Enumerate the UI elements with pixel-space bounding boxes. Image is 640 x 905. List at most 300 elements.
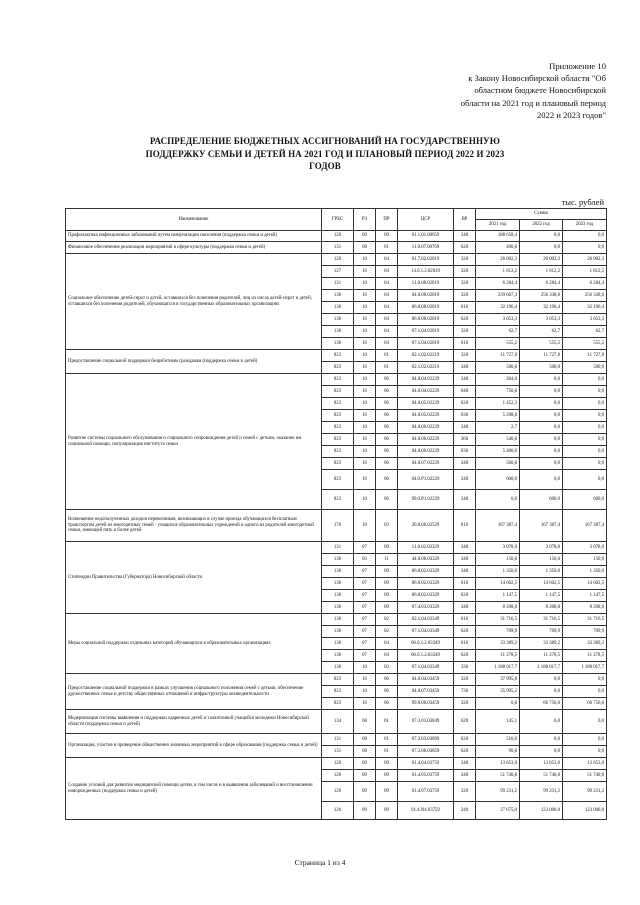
cell-csr: 06.0.02.03329 xyxy=(398,590,454,602)
cell-y2021: 560,0 xyxy=(476,458,520,470)
cell-rz: 10 xyxy=(354,398,376,410)
cell-rz: 10 xyxy=(354,434,376,446)
appendix-line: к Закону Новосибирской области "Об xyxy=(468,73,606,84)
cell-y2023: 1 350,0 xyxy=(563,566,607,578)
header-csr: ЦСР xyxy=(398,209,454,231)
cell-vr: 340 xyxy=(454,566,476,578)
cell-grbs: 023 xyxy=(322,422,354,434)
cell-grbs: 023 xyxy=(322,350,354,362)
cell-csr: 11.0.02.03329 xyxy=(398,542,454,554)
cell-pr: 06 xyxy=(376,410,398,422)
row-name-cell: Меры социальной поддержки отдельных категорий обучающихся в образовательных организациях xyxy=(66,614,322,674)
row-name-cell: Развитие системы социального обслуживания и социального сопровождения детей и семей с детьми, оказание им социальной помощи, популяризация института семьи xyxy=(66,374,322,510)
cell-grbs: 131 xyxy=(322,734,354,746)
cell-vr: 360 xyxy=(454,434,476,446)
cell-vr: 320 xyxy=(454,266,476,278)
cell-grbs: 136 xyxy=(322,326,354,338)
cell-pr: 06 xyxy=(376,686,398,698)
cell-y2021: 26 002,3 xyxy=(476,254,520,266)
appendix-line: области на 2021 год и плановый период xyxy=(460,97,606,108)
header-rz: РЗ xyxy=(354,209,376,231)
cell-grbs: 126 xyxy=(322,770,354,782)
cell-y2021: 5 400,0 xyxy=(476,446,520,458)
cell-vr: 320 xyxy=(454,674,476,686)
cell-vr: 620 xyxy=(454,650,476,662)
cell-csr: 07.1.04.02019 xyxy=(398,326,454,338)
cell-pr: 06 xyxy=(376,386,398,398)
cell-y2023: 0,0 xyxy=(563,686,607,698)
cell-y2023: 13 853,0 xyxy=(563,758,607,770)
cell-pr: 04 xyxy=(376,326,398,338)
cell-pr: 04 xyxy=(376,266,398,278)
cell-grbs: 023 xyxy=(322,374,354,386)
cell-csr: 06.0.1.2.03349 xyxy=(398,650,454,662)
cell-pr: 01 xyxy=(376,710,398,734)
appendix-line: 2022 и 2023 годов" xyxy=(536,109,606,120)
cell-y2021: 3 053,3 xyxy=(476,314,520,326)
cell-y2021: 51 740,8 xyxy=(476,770,520,782)
cell-rz: 10 xyxy=(354,446,376,458)
cell-csr: 04.0.06.02229 xyxy=(398,434,454,446)
cell-vr: 620 xyxy=(454,242,476,254)
cell-pr: 02 xyxy=(376,614,398,626)
cell-rz: 10 xyxy=(354,662,376,674)
cell-pr: 06 xyxy=(376,470,398,490)
cell-pr: 01 xyxy=(376,362,398,374)
cell-pr: 09 xyxy=(376,231,398,242)
cell-grbs: 136 xyxy=(322,650,354,662)
cell-y2023: 32 196,4 xyxy=(563,302,607,314)
row-name-cell: Финансовое обеспечение реализации мероприятий в сфере культуры (поддержка семьи и детей) xyxy=(66,242,322,254)
cell-y2022: 150,0 xyxy=(520,554,563,566)
cell-y2023: 51 740,8 xyxy=(563,770,607,782)
cell-vr: 620 xyxy=(454,710,476,734)
cell-csr: 01.4.N4.03759 xyxy=(398,802,454,820)
cell-rz: 10 xyxy=(354,314,376,326)
cell-y2022: 0,0 xyxy=(520,434,563,446)
cell-y2022: 99 231,2 xyxy=(520,782,563,802)
cell-vr: 620 xyxy=(454,746,476,758)
cell-vr: 340 xyxy=(454,542,476,554)
cell-y2023: 167 387,4 xyxy=(563,510,607,542)
cell-y2021: 62,7 xyxy=(476,326,520,338)
cell-rz: 10 xyxy=(354,326,376,338)
cell-y2022: 0,0 xyxy=(520,674,563,686)
table-row xyxy=(66,242,607,254)
cell-pr: 01 xyxy=(376,734,398,746)
header-sum: Сумма xyxy=(476,209,607,220)
cell-pr: 04 xyxy=(376,290,398,302)
row-name-cell: Стипендии Правительства (Губернатора) Новосибирской области xyxy=(66,542,322,614)
cell-pr: 06 xyxy=(376,434,398,446)
cell-y2022: 1 812,2 xyxy=(520,266,563,278)
table-body xyxy=(66,231,607,820)
cell-csr: 04.0.04.03459 xyxy=(398,674,454,686)
cell-y2021: 32 196,4 xyxy=(476,302,520,314)
cell-rz: 10 xyxy=(354,470,376,490)
table-row xyxy=(66,254,607,266)
cell-y2023: 0,0 xyxy=(563,374,607,386)
cell-pr: 06 xyxy=(376,674,398,686)
cell-y2022: 555,2 xyxy=(520,338,563,350)
cell-y2021: 99 231,2 xyxy=(476,782,520,802)
cell-rz: 07 xyxy=(354,614,376,626)
row-name-cell: Организация, участие в проведение общественно значимых мероприятий в сфере образования (поддержка семьи и детей) xyxy=(66,734,322,758)
cell-y2023: 0,0 xyxy=(563,470,607,490)
cell-y2023: 0,0 xyxy=(563,710,607,734)
cell-y2023: 11 727,8 xyxy=(563,350,607,362)
cell-y2021: 8 208,0 xyxy=(476,602,520,614)
cell-y2022: 0,0 xyxy=(520,470,563,490)
cell-y2022: 0,0 xyxy=(520,231,563,242)
cell-y2022: 256 338,6 xyxy=(520,290,563,302)
cell-grbs: 136 xyxy=(322,638,354,650)
cell-grbs: 136 xyxy=(322,314,354,326)
cell-y2023: 3 053,3 xyxy=(563,314,607,326)
cell-y2022: 3 053,3 xyxy=(520,314,563,326)
cell-csr: 06.0.08.02019 xyxy=(398,302,454,314)
title-line: РАСПРЕДЕЛЕНИЕ БЮДЖЕТНЫХ АССИГНОВАНИЙ НА ГОСУДАРСТВЕННУЮ xyxy=(150,136,500,146)
cell-rz: 07 xyxy=(354,542,376,554)
header-pr: ПР xyxy=(376,209,398,231)
cell-y2022: 62,7 xyxy=(520,326,563,338)
cell-y2022: 13 853,0 xyxy=(520,758,563,770)
cell-pr: 02 xyxy=(376,626,398,638)
cell-y2021: 167 387,4 xyxy=(476,510,520,542)
cell-y2023: 3 078,0 xyxy=(563,542,607,554)
cell-grbs: 023 xyxy=(322,410,354,422)
table-row xyxy=(66,510,607,542)
cell-rz: 10 xyxy=(354,254,376,266)
cell-y2023: 99 231,2 xyxy=(563,782,607,802)
cell-grbs: 131 xyxy=(322,746,354,758)
cell-csr: 20.0.06.02529 xyxy=(398,510,454,542)
cell-grbs: 131 xyxy=(322,542,354,554)
cell-grbs: 126 xyxy=(322,758,354,770)
cell-pr: 06 xyxy=(376,458,398,470)
cell-y2022: 0,0 xyxy=(520,458,563,470)
cell-pr: 04 xyxy=(376,314,398,326)
cell-csr: 11.0.08.02019 xyxy=(398,278,454,290)
cell-rz: 07 xyxy=(354,638,376,650)
cell-vr: 240 xyxy=(454,490,476,510)
cell-pr: 09 xyxy=(376,770,398,782)
cell-vr: 340 xyxy=(454,602,476,614)
cell-rz: 09 xyxy=(354,782,376,802)
cell-csr: 01.7.02.02019 xyxy=(398,254,454,266)
cell-grbs: 023 xyxy=(322,698,354,710)
cell-rz: 10 xyxy=(354,490,376,510)
cell-csr: 06.0.08.02019 xyxy=(398,314,454,326)
row-name-cell: Предоставление социальной поддержки в рамках улучшения социального положения семей с детьми, обеспечение дружественных семье и детству общественных отношений и инфраструктуры жизнедеятельности xyxy=(66,674,322,710)
cell-pr: 09 xyxy=(376,566,398,578)
cell-grbs: 023 xyxy=(322,386,354,398)
cell-y2023: 0,0 xyxy=(563,458,607,470)
cell-grbs: 136 xyxy=(322,602,354,614)
cell-y2023: 0,0 xyxy=(563,242,607,254)
cell-csr: 07.4.03.03329 xyxy=(398,602,454,614)
cell-csr: 99.0.00.03459 xyxy=(398,698,454,710)
units-label: тыс. рублей xyxy=(561,197,604,207)
table-row xyxy=(66,542,607,554)
cell-csr: 14.0.1.2.02019 xyxy=(398,266,454,278)
cell-y2023: 0,0 xyxy=(563,410,607,422)
cell-rz: 10 xyxy=(354,374,376,386)
cell-pr: 03 xyxy=(376,662,398,674)
cell-grbs: 136 xyxy=(322,590,354,602)
appendix-header xyxy=(396,60,606,121)
cell-y2021: 540,0 xyxy=(476,434,520,446)
cell-csr: 04.0.05.02229 xyxy=(398,410,454,422)
cell-y2022: 0,0 xyxy=(520,710,563,734)
cell-rz: 07 xyxy=(354,602,376,614)
cell-vr: 320 xyxy=(454,698,476,710)
cell-grbs: 136 xyxy=(322,302,354,314)
cell-y2022: 26 002,3 xyxy=(520,254,563,266)
cell-csr: 04.0.08.02019 xyxy=(398,290,454,302)
cell-vr: 240 xyxy=(454,458,476,470)
cell-csr: 01.1.01.00059 xyxy=(398,231,454,242)
cell-csr: 04.0.P1.02229 xyxy=(398,470,454,490)
cell-csr: 06.0.02.03329 xyxy=(398,578,454,590)
cell-y2023: 26 002,3 xyxy=(563,254,607,266)
cell-csr: 11.0.07.00769 xyxy=(398,242,454,254)
cell-y2021: 27 675,0 xyxy=(476,802,520,820)
cell-rz: 10 xyxy=(354,362,376,374)
cell-vr: 620 xyxy=(454,314,476,326)
cell-rz: 10 xyxy=(354,290,376,302)
cell-rz: 10 xyxy=(354,302,376,314)
cell-csr: 07.1.04.03349 xyxy=(398,662,454,674)
cell-vr: 240 xyxy=(454,231,476,242)
cell-vr: 610 xyxy=(454,302,476,314)
cell-csr: 02.1.02.02219 xyxy=(398,350,454,362)
cell-csr: 06.0.1.2.03349 xyxy=(398,638,454,650)
cell-rz: 10 xyxy=(354,410,376,422)
cell-grbs: 126 xyxy=(322,782,354,802)
cell-pr: 09 xyxy=(376,542,398,554)
cell-pr: 06 xyxy=(376,374,398,386)
cell-y2022: 0,0 xyxy=(520,398,563,410)
cell-y2021: 1 147,5 xyxy=(476,590,520,602)
cell-csr: 01.4.05.03759 xyxy=(398,770,454,782)
cell-grbs: 136 xyxy=(322,554,354,566)
cell-y2023: 66 756,0 xyxy=(563,698,607,710)
cell-y2021: 709,9 xyxy=(476,626,520,638)
cell-pr: 01 xyxy=(376,242,398,254)
cell-pr: 04 xyxy=(376,650,398,662)
cell-grbs: 134 xyxy=(322,710,354,734)
cell-grbs: 136 xyxy=(322,566,354,578)
cell-vr: 630 xyxy=(454,410,476,422)
cell-y2021: 2,7 xyxy=(476,422,520,434)
document-title xyxy=(120,135,530,173)
cell-y2023: 500,0 xyxy=(563,362,607,374)
cell-y2021: 239 667,3 xyxy=(476,290,520,302)
cell-pr: 11 xyxy=(376,554,398,566)
cell-y2022: 11 727,8 xyxy=(520,350,563,362)
cell-csr: 99.0.P1.02229 xyxy=(398,490,454,510)
cell-y2022: 0,0 xyxy=(520,410,563,422)
cell-grbs: 136 xyxy=(322,626,354,638)
cell-rz: 10 xyxy=(354,510,376,542)
cell-y2022: 0,0 xyxy=(520,746,563,758)
cell-rz: 10 xyxy=(354,674,376,686)
cell-y2022: 0,0 xyxy=(520,386,563,398)
cell-y2021: 0,0 xyxy=(476,490,520,510)
cell-vr: 320 xyxy=(454,290,476,302)
cell-pr: 06 xyxy=(376,490,398,510)
header-vr: ВР xyxy=(454,209,476,231)
cell-csr: 02.1.04.03349 xyxy=(398,614,454,626)
cell-csr: 01.4.04.03759 xyxy=(398,758,454,770)
cell-y2021: 1 812,2 xyxy=(476,266,520,278)
cell-pr: 06 xyxy=(376,422,398,434)
cell-csr: 04.0.06.02229 xyxy=(398,422,454,434)
cell-vr: 810 xyxy=(454,510,476,542)
cell-vr: 610 xyxy=(454,338,476,350)
cell-y2023: 1 812,2 xyxy=(563,266,607,278)
cell-vr: 240 xyxy=(454,802,476,820)
cell-y2023: 123 000,0 xyxy=(563,802,607,820)
cell-grbs: 131 xyxy=(322,242,354,254)
cell-csr: 07.3.03.03849 xyxy=(398,710,454,734)
cell-y2023: 709,9 xyxy=(563,626,607,638)
cell-grbs: 176 xyxy=(322,510,354,542)
cell-rz: 10 xyxy=(354,350,376,362)
cell-y2022: 8 208,0 xyxy=(520,602,563,614)
cell-rz: 09 xyxy=(354,802,376,820)
title-line: ГОДОВ xyxy=(309,161,341,171)
cell-csr: 44.0.06.03329 xyxy=(398,554,454,566)
cell-csr: 04.0.04.02229 xyxy=(398,374,454,386)
cell-rz: 10 xyxy=(354,266,376,278)
cell-grbs: 131 xyxy=(322,278,354,290)
cell-pr: 06 xyxy=(376,446,398,458)
cell-rz: 09 xyxy=(354,770,376,782)
cell-y2023: 8 208,0 xyxy=(563,602,607,614)
cell-y2023: 11 278,5 xyxy=(563,650,607,662)
cell-y2021: 33 389,2 xyxy=(476,638,520,650)
cell-grbs: 023 xyxy=(322,674,354,686)
cell-vr: 610 xyxy=(454,614,476,626)
cell-vr: 610 xyxy=(454,578,476,590)
cell-y2023: 256 338,6 xyxy=(563,290,607,302)
cell-csr: 07.3.06.03859 xyxy=(398,746,454,758)
appendix-line: областном бюджете Новосибирской xyxy=(474,85,606,96)
cell-vr: 620 xyxy=(454,590,476,602)
cell-grbs: 023 xyxy=(322,398,354,410)
cell-pr: 04 xyxy=(376,638,398,650)
cell-pr: 09 xyxy=(376,590,398,602)
cell-y2022: 66 756,0 xyxy=(520,698,563,710)
row-name-cell: Модернизация системы выявления и поддержки одаренных детей и талантливой учащейся молодежи Новосибирской области (поддержка семьи и детей) xyxy=(66,710,322,734)
cell-rz: 10 xyxy=(354,422,376,434)
cell-vr: 240 xyxy=(454,770,476,782)
cell-csr: 07.1.04.03349 xyxy=(398,626,454,638)
cell-y2021: 1 350,0 xyxy=(476,566,520,578)
cell-rz: 09 xyxy=(354,758,376,770)
cell-y2022: 0,0 xyxy=(520,422,563,434)
cell-csr: 06.0.02.03329 xyxy=(398,566,454,578)
cell-csr: 07.3.03.03899 xyxy=(398,734,454,746)
row-name-cell: Возмещение недополученных доходов перевозчиков, возникающих в случае проезда обучающихся бесплатным транспортом детей из многодетных семей - учащихся образовательных учреждений и одного из родителей многодетной семьи, имеющей пять и более детей xyxy=(66,510,322,542)
cell-pr: 06 xyxy=(376,398,398,410)
cell-y2021: 510,0 xyxy=(476,734,520,746)
cell-y2021: 304,0 xyxy=(476,374,520,386)
cell-y2022: 0,0 xyxy=(520,242,563,254)
cell-grbs: 023 xyxy=(322,446,354,458)
cell-grbs: 023 xyxy=(322,490,354,510)
cell-grbs: 127 xyxy=(322,266,354,278)
header-grbs: ГРБС xyxy=(322,209,354,231)
table-row xyxy=(66,710,607,734)
cell-pr: 09 xyxy=(376,782,398,802)
cell-y2022: 33 389,2 xyxy=(520,638,563,650)
cell-grbs: 126 xyxy=(322,802,354,820)
appendix-line: Приложение 10 xyxy=(549,61,606,71)
page-footer: Страница 1 из 4 xyxy=(294,858,346,867)
cell-grbs: 136 xyxy=(322,614,354,626)
cell-pr: 04 xyxy=(376,338,398,350)
cell-y2022: 14 602,5 xyxy=(520,578,563,590)
cell-y2023: 0,0 xyxy=(563,231,607,242)
cell-grbs: 136 xyxy=(322,578,354,590)
cell-y2023: 6 284,4 xyxy=(563,278,607,290)
cell-y2021: 400,0 xyxy=(476,242,520,254)
table-row xyxy=(66,674,607,686)
cell-rz: 10 xyxy=(354,686,376,698)
cell-y2022: 123 000,0 xyxy=(520,802,563,820)
cell-pr: 06 xyxy=(376,698,398,710)
cell-y2021: 90,0 xyxy=(476,746,520,758)
row-name-cell: Предоставление социальной поддержки безработным гражданам (поддержка семьи и детей) xyxy=(66,350,322,374)
cell-y2022: 1 188 017,7 xyxy=(520,662,563,674)
cell-y2022: 0,0 xyxy=(520,686,563,698)
cell-grbs: 023 xyxy=(322,470,354,490)
cell-grbs: 126 xyxy=(322,254,354,266)
cell-y2022: 709,9 xyxy=(520,626,563,638)
cell-rz: 08 xyxy=(354,746,376,758)
header-2022: 2022 год xyxy=(520,220,563,231)
cell-grbs: 023 xyxy=(322,434,354,446)
cell-y2023: 0,0 xyxy=(563,386,607,398)
cell-rz: 10 xyxy=(354,278,376,290)
cell-grbs: 136 xyxy=(322,338,354,350)
cell-rz: 07 xyxy=(354,578,376,590)
cell-y2023: 555,2 xyxy=(563,338,607,350)
cell-csr: 07.1.04.02019 xyxy=(398,338,454,350)
cell-pr: 09 xyxy=(376,802,398,820)
cell-vr: 630 xyxy=(454,446,476,458)
cell-y2023: 62,7 xyxy=(563,326,607,338)
cell-rz: 10 xyxy=(354,338,376,350)
cell-grbs: 023 xyxy=(322,686,354,698)
cell-rz: 10 xyxy=(354,386,376,398)
cell-vr: 340 xyxy=(454,554,476,566)
cell-csr: 04.0.06.02229 xyxy=(398,446,454,458)
cell-vr: 330 xyxy=(454,662,476,674)
cell-rz: 09 xyxy=(354,231,376,242)
cell-y2022: 32 196,4 xyxy=(520,302,563,314)
cell-y2021: 555,2 xyxy=(476,338,520,350)
table-row xyxy=(66,231,607,242)
cell-y2023: 1 188 017,7 xyxy=(563,662,607,674)
cell-y2021: 35 995,2 xyxy=(476,686,520,698)
cell-rz: 07 xyxy=(354,566,376,578)
cell-y2021: 188 658,4 xyxy=(476,231,520,242)
cell-rz: 08 xyxy=(354,242,376,254)
